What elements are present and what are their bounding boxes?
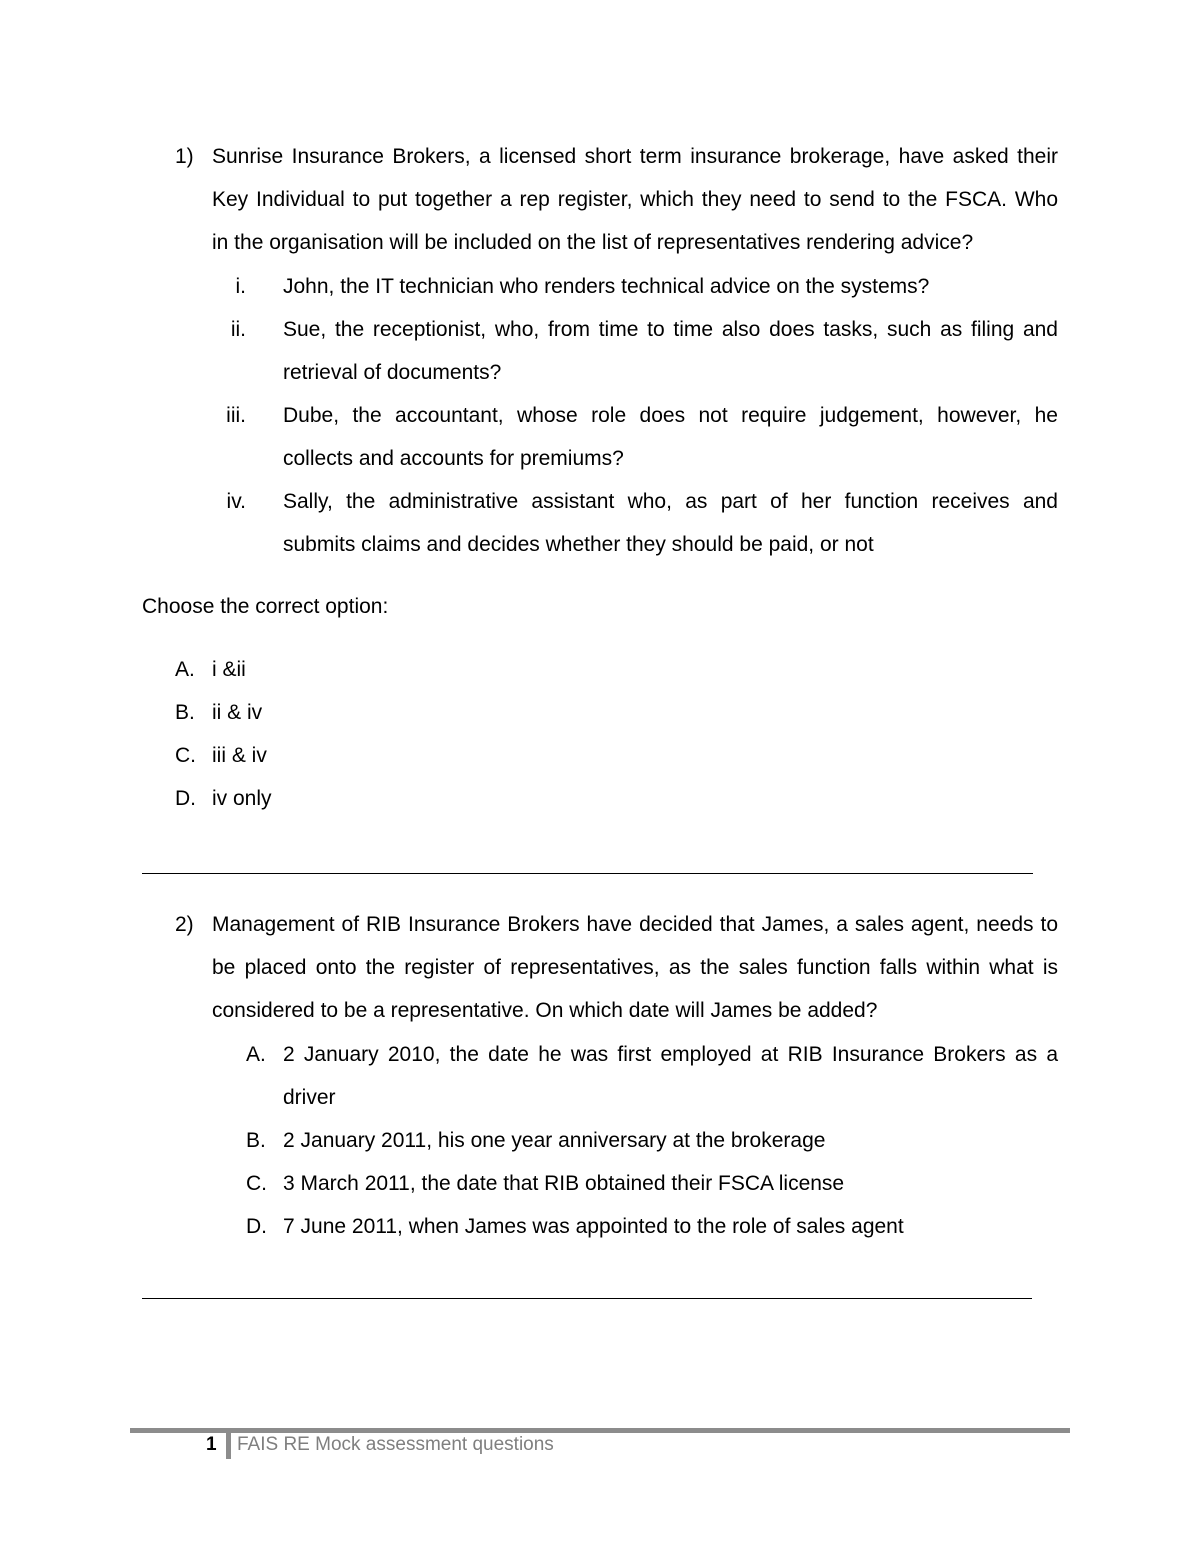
question-text-line: Key Individual to put together a rep register, which they need to send to the FSCA. Who: [212, 188, 1058, 211]
question-text-line: considered to be a representative. On which date will James be added?: [212, 999, 878, 1022]
option-text: 7 June 2011, when James was appointed to the role of sales agent: [283, 1215, 904, 1238]
option-letter: B.: [246, 1129, 266, 1152]
option-letter: D.: [246, 1215, 267, 1238]
statement-numeral: ii.: [230, 318, 246, 341]
question-number: 1): [175, 145, 194, 168]
option-text: 2 January 2011, his one year anniversary at the brokerage: [283, 1129, 826, 1152]
choose-prompt: Choose the correct option:: [142, 595, 389, 618]
footer-page-number: 1: [206, 1434, 217, 1455]
statement-numeral: iv.: [226, 490, 246, 513]
statement-text: John, the IT technician who renders technical advice on the systems?: [283, 275, 930, 298]
question-text-line: in the organisation will be included on the list of representatives rendering advice?: [212, 231, 974, 254]
section-divider: [142, 873, 1033, 874]
option-text: i &ii: [212, 658, 246, 681]
question-text-line: be placed onto the register of representatives, as the sales function falls within what is: [212, 956, 1058, 979]
statement-text: collects and accounts for premiums?: [283, 447, 624, 470]
option-text: 2 January 2010, the date he was first employed at RIB Insurance Brokers as a: [283, 1043, 1058, 1066]
statement-numeral: i.: [235, 275, 246, 298]
option-letter: A.: [175, 658, 195, 681]
option-text: iii & iv: [212, 744, 267, 767]
option-letter: B.: [175, 701, 195, 724]
section-divider: [142, 1298, 1032, 1299]
option-letter: C.: [175, 744, 196, 767]
option-text: iv only: [212, 787, 272, 810]
question-number: 2): [175, 913, 194, 936]
statement-text: Sue, the receptionist, who, from time to time also does tasks, such as filing and: [283, 318, 1058, 341]
question-text-line: Management of RIB Insurance Brokers have decided that James, a sales agent, needs to: [212, 913, 1058, 936]
statement-text: retrieval of documents?: [283, 361, 502, 384]
option-text: 3 March 2011, the date that RIB obtained their FSCA license: [283, 1172, 845, 1195]
option-text: driver: [283, 1086, 336, 1109]
option-text: ii & iv: [212, 701, 263, 724]
option-letter: C.: [246, 1172, 267, 1195]
footer-separator: [226, 1432, 231, 1459]
option-letter: D.: [175, 787, 196, 810]
option-letter: A.: [246, 1043, 266, 1066]
question-text-line: Sunrise Insurance Brokers, a licensed short term insurance brokerage, have asked their: [212, 145, 1058, 168]
statement-numeral: iii.: [226, 404, 246, 427]
statement-text: submits claims and decides whether they should be paid, or not: [283, 533, 874, 556]
footer-title: FAIS RE Mock assessment questions: [237, 1434, 554, 1455]
statement-text: Sally, the administrative assistant who, as part of her function receives and: [283, 490, 1058, 513]
statement-text: Dube, the accountant, whose role does not require judgement, however, he: [283, 404, 1058, 427]
